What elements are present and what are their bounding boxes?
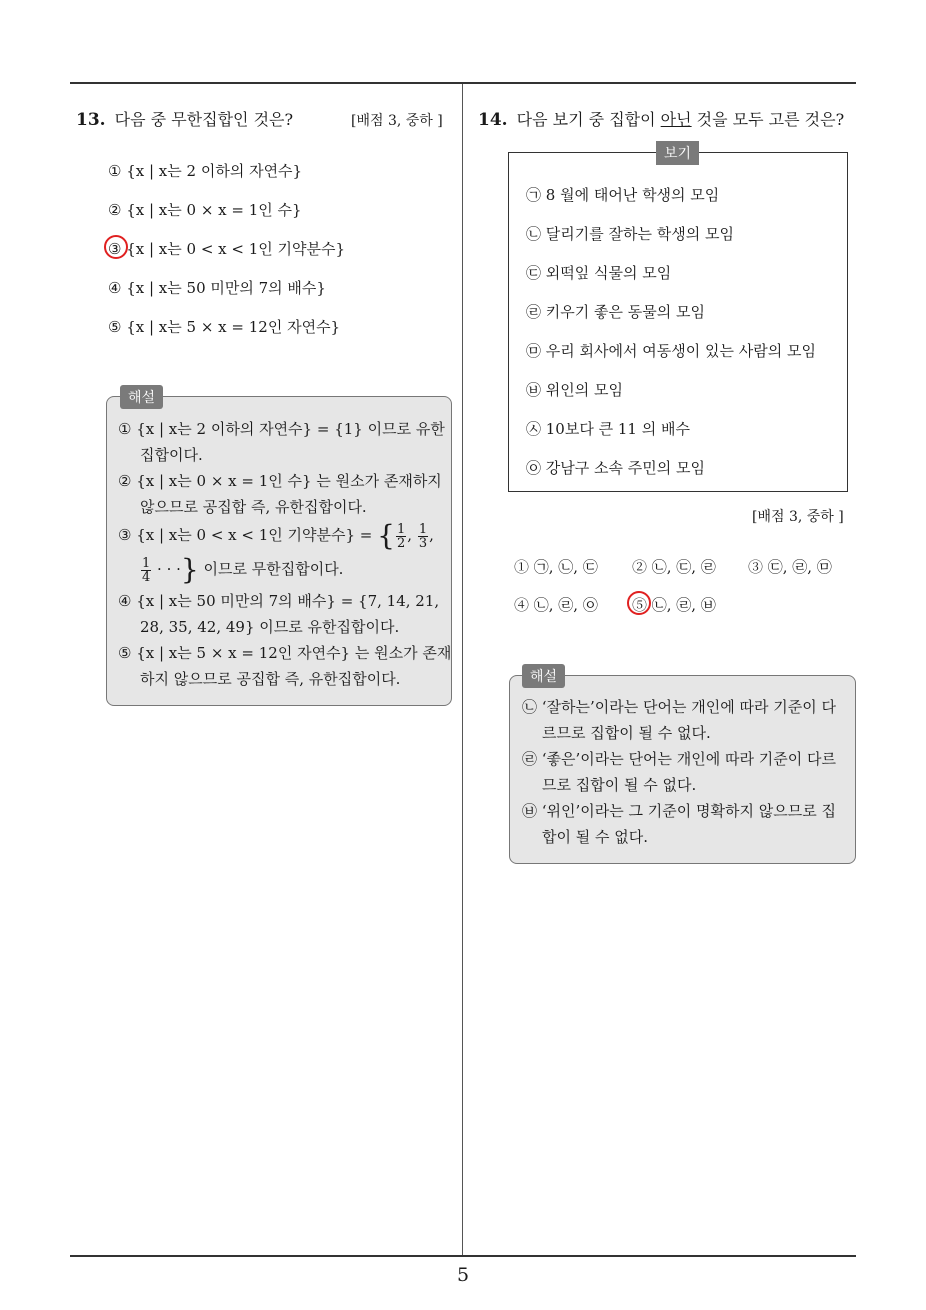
q13-solution-line: ③ {x | x는 0 < x < 1인 기약분수} = { $\frac{1}{2}$ , $\frac{1}{3}$ , — [118, 519, 434, 552]
q14-score: [배점 3, 중하 ] — [752, 509, 844, 525]
q13-solution-text: ③ {x | x는 0 < x < 1인 기약분수} = — [118, 526, 373, 544]
open-brace: { — [377, 519, 395, 552]
q14-answer-circle — [627, 591, 651, 615]
close-brace: } — [180, 553, 199, 586]
q13-answer-circle — [104, 235, 128, 259]
bogi-tag: 보기 — [656, 141, 699, 165]
bogi-item: ㉡ 달리기를 잘하는 학생의 모임 — [526, 225, 734, 243]
bogi-item: ㉠ 8 월에 태어난 학생의 모임 — [526, 186, 720, 204]
q13-solution-line: 않으므로 공집합 즉, 유한집합이다. — [140, 498, 367, 516]
q14-solution-line: 르므로 집합이 될 수 없다. — [542, 724, 711, 742]
q14-solution-tag: 해설 — [522, 664, 565, 688]
q14-option-3[interactable]: ③ ㉢, ㉣, ㉤ — [748, 558, 832, 576]
top-rule — [70, 82, 856, 84]
q14-solution-line: ㉥ ‘위인’이라는 그 기준이 명확하지 않으므로 집 — [522, 802, 836, 820]
bogi-item: ㉣ 키우기 좋은 동물의 모임 — [526, 303, 705, 321]
q13-question: 다음 중 무한집합인 것은? — [114, 110, 294, 129]
q13-score: [배점 3, 중하 ] — [351, 113, 443, 129]
bogi-item: ㉥ 위인의 모임 — [526, 381, 623, 399]
fraction: $\frac{1}{3}$ — [418, 521, 428, 551]
q13-heading — [76, 107, 293, 130]
q13-solution-line: ① {x | x는 2 이하의 자연수} = {1} 이므로 유한 — [118, 420, 445, 438]
q13-solution-line: ④ {x | x는 50 미만의 7의 배수} = {7, 14, 21, — [118, 592, 440, 610]
q14-question-post: 것을 모두 고른 것은? — [691, 110, 845, 129]
q14-option-5[interactable]: ⑤ ㉡, ㉣, ㉥ — [632, 596, 716, 614]
q13-option-3[interactable]: ③ {x | x는 0 < x < 1인 기약분수} — [108, 240, 346, 258]
q13-option-5[interactable]: ⑤ {x | x는 5 × x = 12인 자연수} — [108, 318, 341, 336]
bogi-item: ㉦ 10보다 큰 11 의 배수 — [526, 420, 690, 438]
q13-option-2[interactable]: ② {x | x는 0 × x = 1인 수} — [108, 201, 302, 219]
fraction: $\frac{1}{2}$ — [397, 521, 406, 551]
q13-solution-line: ② {x | x는 0 × x = 1인 수} 는 원소가 존재하지 — [118, 472, 442, 490]
q13-option-4[interactable]: ④ {x | x는 50 미만의 7의 배수} — [108, 279, 326, 297]
q13-solution-line: ⑤ {x | x는 5 × x = 12인 자연수} 는 원소가 존재 — [118, 644, 452, 662]
q13-option-1[interactable]: ① {x | x는 2 이하의 자연수} — [108, 162, 303, 180]
q13-solution-tag: 해설 — [120, 385, 163, 409]
q13-solution-line: 하지 않으므로 공집합 즉, 유한집합이다. — [140, 670, 401, 688]
q14-solution-line: ㉣ ‘좋은’이라는 단어는 개인에 따라 기준이 다르 — [522, 750, 836, 768]
bogi-item: ㉤ 우리 회사에서 여동생이 있는 사람의 모임 — [526, 342, 816, 360]
q14-solution-line: 므로 집합이 될 수 없다. — [542, 776, 697, 794]
q14-question-pre: 다음 보기 중 집합이 — [516, 110, 661, 129]
q14-option-1[interactable]: ① ㉠, ㉡, ㉢ — [514, 558, 598, 576]
bogi-item: ㉧ 강남구 소속 주민의 모임 — [526, 459, 705, 477]
q14-option-2[interactable]: ② ㉡, ㉢, ㉣ — [632, 558, 716, 576]
q14-solution-line: ㉡ ‘잘하는’이라는 단어는 개인에 따라 기준이 다 — [522, 698, 836, 716]
bogi-item: ㉢ 외떡잎 식물의 모임 — [526, 264, 672, 282]
fraction: $\frac{1}{4}$ — [142, 555, 151, 585]
q13-solution-line: 집합이다. — [140, 446, 203, 464]
q14-question-underlined: 아닌 — [660, 110, 692, 129]
page-number: 5 — [456, 1264, 470, 1286]
q14-heading — [478, 107, 844, 130]
q13-solution-text: 이므로 무한집합이다. — [203, 560, 344, 578]
q13-solution-line: $\frac{1}{4}$ · · ·} 이므로 무한집합이다. — [142, 553, 344, 586]
column-divider — [462, 84, 463, 1255]
q14-solution-line: 합이 될 수 없다. — [542, 828, 649, 846]
bottom-rule — [70, 1255, 856, 1257]
q13-number: 13. — [76, 110, 106, 130]
q14-option-4[interactable]: ④ ㉡, ㉣, ㉧ — [514, 596, 598, 614]
q14-number: 14. — [478, 110, 508, 130]
q13-solution-line: 28, 35, 42, 49} 이므로 유한집합이다. — [140, 618, 400, 636]
